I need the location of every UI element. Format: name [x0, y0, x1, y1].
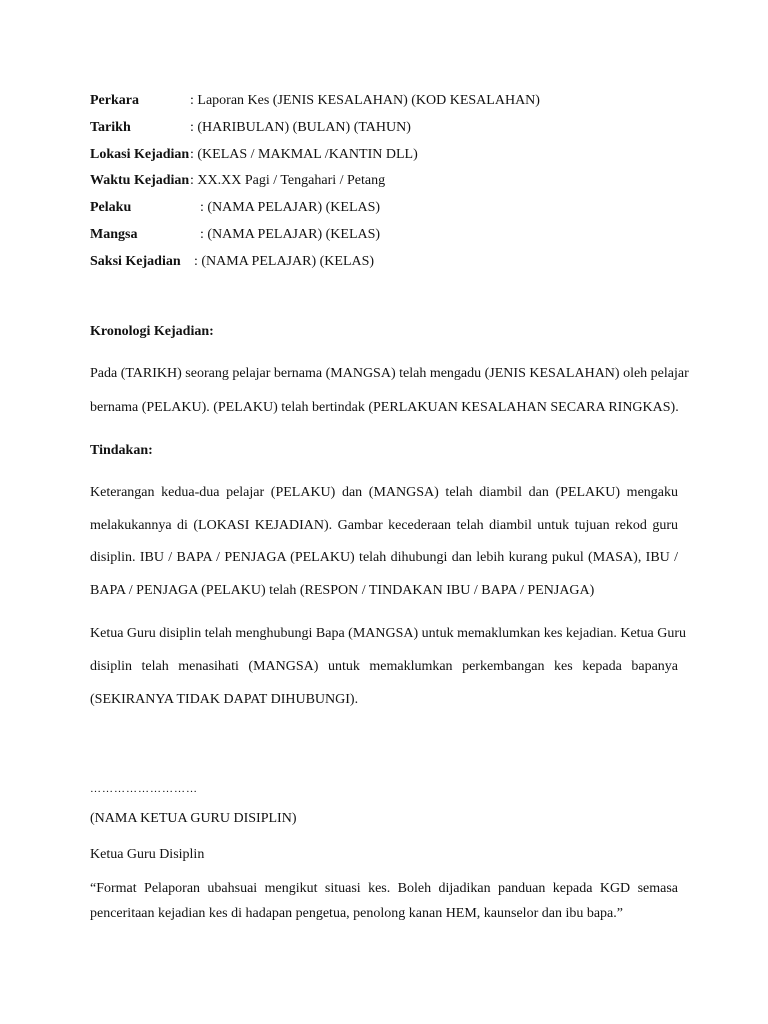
- tindakan-para1-line: Keterangan kedua-dua pelajar (PELAKU) dan (MANGSA) telah diambil dan (PELAKU) mengaku: [90, 485, 678, 500]
- field-label: Perkara: [90, 93, 139, 108]
- tindakan-para1-line: disiplin. IBU / BAPA / PENJAGA (PELAKU) telah dihubungi dan lebih kurang pukul (MASA), IBU /: [90, 550, 678, 565]
- field-label: Mangsa: [90, 227, 138, 242]
- signature-name: (NAMA KETUA GURU DISIPLIN): [90, 811, 297, 826]
- field-value: : Laporan Kes (JENIS KESALAHAN) (KOD KESALAHAN): [190, 93, 540, 108]
- kronologi-line: Pada (TARIKH) seorang pelajar bernama (MANGSA) telah mengadu (JENIS KESALAHAN) oleh pelajar: [90, 366, 689, 381]
- tindakan-heading: Tindakan:: [90, 443, 153, 458]
- tindakan-para2-line: Ketua Guru disiplin telah menghubungi Bapa (MANGSA) untuk memaklumkan kes kejadian. Ketua Guru: [90, 626, 687, 641]
- field-value: : XX.XX Pagi / Tengahari / Petang: [190, 173, 386, 188]
- field-value: : (NAMA PELAJAR) (KELAS): [194, 254, 375, 269]
- field-value: : (KELAS / MAKMAL /KANTIN DLL): [190, 147, 418, 162]
- field-label: Waktu Kejadian: [90, 173, 190, 188]
- signature-dotted-line: ………………………: [90, 783, 198, 795]
- field-label: Saksi Kejadian: [90, 254, 181, 269]
- field-label: Tarikh: [90, 120, 131, 135]
- tindakan-para1-line: BAPA / PENJAGA (PELAKU) telah (RESPON / TINDAKAN IBU / BAPA / PENJAGA): [90, 583, 595, 598]
- kronologi-line: bernama (PELAKU). (PELAKU) telah bertindak (PERLAKUAN KESALAHAN SECARA RINGKAS).: [90, 400, 679, 415]
- field-value: : (HARIBULAN) (BULAN) (TAHUN): [190, 120, 411, 135]
- kronologi-heading: Kronologi Kejadian:: [90, 324, 214, 339]
- field-value: : (NAMA PELAJAR) (KELAS): [200, 227, 381, 242]
- tindakan-para2-line: disiplin telah menasihati (MANGSA) untuk memaklumkan perkembangan kes kepada bapanya: [90, 659, 678, 674]
- note-line: “Format Pelaporan ubahsuai mengikut situasi kes. Boleh dijadikan panduan kepada KGD semasa: [90, 881, 678, 896]
- field-value: : (NAMA PELAJAR) (KELAS): [200, 200, 381, 215]
- field-label: Lokasi Kejadian: [90, 147, 190, 162]
- tindakan-para1-line: melakukannya di (LOKASI KEJADIAN). Gambar kecederaan telah diambil untuk tujuan rekod guru: [90, 518, 678, 533]
- note-line: penceritaan kejadian kes di hadapan pengetua, penolong kanan HEM, kaunselor dan ibu bapa.”: [90, 906, 623, 921]
- tindakan-para2-line: (SEKIRANYA TIDAK DAPAT DIHUBUNGI).: [90, 692, 359, 707]
- field-label: Pelaku: [90, 200, 132, 215]
- signature-title: Ketua Guru Disiplin: [90, 847, 205, 862]
